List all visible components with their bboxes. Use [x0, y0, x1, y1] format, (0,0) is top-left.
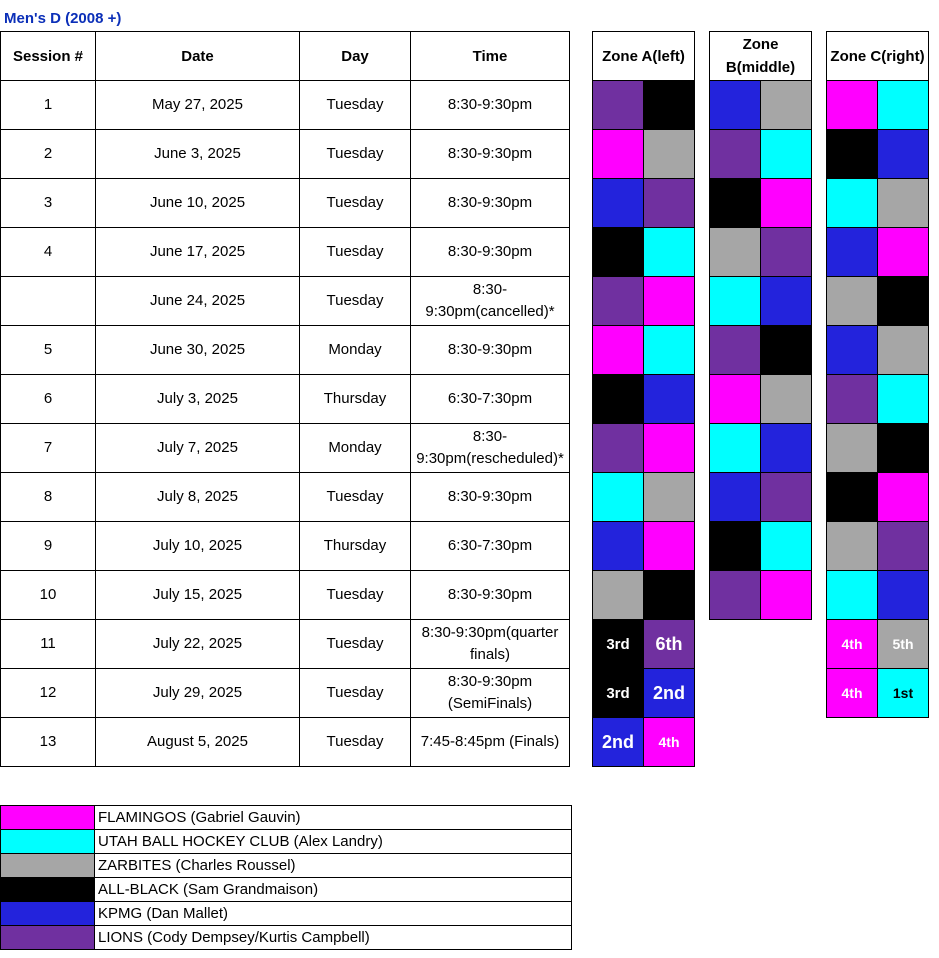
team-cell: [761, 571, 812, 620]
session-time: [411, 228, 570, 277]
team-cell: [878, 179, 929, 228]
zone-row: [710, 473, 812, 522]
session-time-line: 8:30-9:30pm: [421, 624, 506, 641]
session-time: [411, 718, 570, 767]
session-number: [1, 277, 96, 326]
team-cell: [827, 326, 878, 375]
session-date: July 8, 2025: [96, 473, 300, 522]
legend-row: [1, 878, 572, 902]
zone-b-title: [710, 32, 812, 81]
team-cell: [644, 130, 695, 179]
empty-cell: [878, 718, 929, 767]
team-cell: [878, 130, 929, 179]
zone-row: [827, 326, 929, 375]
team-cell: [710, 424, 761, 473]
team-cell: [827, 277, 878, 326]
zone-row: [827, 620, 929, 669]
placement-cell: 1st: [878, 669, 929, 718]
team-cell: [593, 81, 644, 130]
empty-cell: [761, 668, 812, 716]
session-day: Thursday: [300, 375, 411, 424]
session-time-line: 8:30-9:30pm: [447, 145, 533, 162]
placement-cell: 3rd: [593, 669, 644, 718]
zone-row: [593, 522, 695, 571]
zone-row: [827, 81, 929, 130]
zone-c-title-line: (right): [881, 47, 925, 65]
team-cell: [761, 375, 812, 424]
team-cell: [644, 277, 695, 326]
schedule-row: [1, 669, 570, 718]
session-day: Thursday: [300, 522, 411, 571]
legend-swatch: [1, 902, 95, 926]
schedule-row: [1, 130, 570, 179]
team-cell: [878, 571, 929, 620]
team-cell: [827, 473, 878, 522]
zone-c-title: [827, 32, 929, 81]
schedule-row: [1, 718, 570, 767]
zone-row: [593, 669, 695, 718]
zone-row: [710, 522, 812, 571]
header-date: Date: [96, 32, 300, 81]
empty-cell: [761, 716, 812, 764]
team-cell: [593, 228, 644, 277]
team-cell: [593, 473, 644, 522]
legend-swatch: [1, 878, 95, 902]
header-day: Day: [300, 32, 411, 81]
team-cell: [761, 326, 812, 375]
team-cell: [644, 228, 695, 277]
session-time: [411, 473, 570, 522]
legend-label: UTAH BALL HOCKEY CLUB (Alex Landry): [95, 830, 572, 854]
session-time-line: 8:30-9:30pm: [447, 96, 533, 113]
legend-row: [1, 854, 572, 878]
zone-c-table: [826, 31, 929, 766]
empty-cell: [710, 668, 761, 716]
team-cell: [761, 179, 812, 228]
zone-row: [827, 179, 929, 228]
session-number: 8: [1, 473, 96, 522]
legend-swatch: [1, 854, 95, 878]
team-cell: [644, 571, 695, 620]
header-time: Time: [411, 32, 570, 81]
team-cell: [593, 375, 644, 424]
session-time-line: 6:30-7:30pm: [447, 390, 533, 407]
team-cell: [593, 326, 644, 375]
zone-row: [593, 424, 695, 473]
session-time-line: 8:30-9:30pm: [447, 586, 533, 603]
team-cell: [644, 375, 695, 424]
schedule-row: [1, 326, 570, 375]
legend-swatch: [1, 926, 95, 950]
zone-row: [593, 473, 695, 522]
team-cell: [878, 473, 929, 522]
team-legend: [0, 805, 572, 950]
team-cell: [827, 130, 878, 179]
zone-row: [593, 81, 695, 130]
session-number: 2: [1, 130, 96, 179]
legend-label: FLAMINGOS (Gabriel Gauvin): [95, 806, 572, 830]
schedule-header-row: [1, 32, 570, 81]
zone-row: [827, 375, 929, 424]
zone-row: [710, 179, 812, 228]
placement-cell: 4th: [827, 620, 878, 669]
team-cell: [878, 81, 929, 130]
session-date: May 27, 2025: [96, 81, 300, 130]
session-number: 9: [1, 522, 96, 571]
session-time: [411, 179, 570, 228]
team-cell: [761, 81, 812, 130]
zone-a-title-line: (left): [652, 47, 685, 65]
team-cell: [710, 326, 761, 375]
session-time: [411, 375, 570, 424]
team-cell: [593, 424, 644, 473]
session-day: Tuesday: [300, 81, 411, 130]
session-time-line: Finals): [487, 695, 533, 712]
session-day: Tuesday: [300, 130, 411, 179]
team-cell: [878, 375, 929, 424]
team-cell: [878, 522, 929, 571]
session-day: Tuesday: [300, 571, 411, 620]
session-day: Tuesday: [300, 473, 411, 522]
session-date: August 5, 2025: [96, 718, 300, 767]
placement-cell: 6th: [644, 620, 695, 669]
zone-row: [710, 277, 812, 326]
zone-row: [827, 571, 929, 620]
team-cell: [644, 81, 695, 130]
session-number: 1: [1, 81, 96, 130]
schedule-row: [1, 620, 570, 669]
zone-a-title: [593, 32, 695, 81]
schedule-row: [1, 424, 570, 473]
zone-row: [593, 130, 695, 179]
session-time-line: 6:30-7:30pm: [447, 537, 533, 554]
session-time-line: (quarter finals): [469, 624, 559, 663]
team-cell: [761, 424, 812, 473]
placement-cell: 5th: [878, 620, 929, 669]
zone-row: [710, 424, 812, 473]
empty-cell: [761, 620, 812, 669]
team-cell: [761, 277, 812, 326]
team-cell: [761, 228, 812, 277]
session-number: 12: [1, 669, 96, 718]
zone-row: [593, 326, 695, 375]
zone-b-title-line: (middle): [736, 59, 796, 76]
team-cell: [644, 179, 695, 228]
team-cell: [827, 571, 878, 620]
legend-row: [1, 902, 572, 926]
session-time: [411, 81, 570, 130]
zone-row: [710, 668, 812, 716]
team-cell: [593, 179, 644, 228]
team-cell: [593, 277, 644, 326]
session-time: [411, 424, 570, 473]
team-cell: [644, 424, 695, 473]
legend-swatch: [1, 830, 95, 854]
zone-row: [710, 620, 812, 669]
team-cell: [710, 228, 761, 277]
legend-label: KPMG (Dan Mallet): [95, 902, 572, 926]
session-date: June 3, 2025: [96, 130, 300, 179]
schedule-row: [1, 571, 570, 620]
zone-row: [827, 522, 929, 571]
team-cell: [710, 277, 761, 326]
zone-row: [593, 718, 695, 767]
team-cell: [827, 522, 878, 571]
session-date: July 7, 2025: [96, 424, 300, 473]
team-cell: [878, 277, 929, 326]
team-cell: [761, 522, 812, 571]
team-cell: [827, 228, 878, 277]
page-title: Men's D (2008 +): [4, 10, 122, 27]
team-cell: [710, 179, 761, 228]
schedule-row: [1, 228, 570, 277]
session-time-line: (cancelled)*: [475, 303, 555, 320]
session-day: Monday: [300, 326, 411, 375]
zone-row: [593, 228, 695, 277]
zone-row: [827, 277, 929, 326]
empty-cell: [827, 718, 878, 767]
session-time: [411, 277, 570, 326]
zone-row: [827, 130, 929, 179]
zone-row: [710, 571, 812, 620]
zone-a-title-line: Zone A: [602, 47, 653, 65]
zone-row: [827, 473, 929, 522]
team-cell: [644, 473, 695, 522]
zone-row: [593, 375, 695, 424]
schedule-row: [1, 473, 570, 522]
legend-label: LIONS (Cody Dempsey/Kurtis Campbell): [95, 926, 572, 950]
session-number: 3: [1, 179, 96, 228]
session-time-line: 8:30-9:30pm: [425, 281, 508, 320]
session-time-line: 8:30-9:30pm: [447, 341, 533, 358]
session-day: Tuesday: [300, 669, 411, 718]
session-time-line: 8:30-9:30pm: [447, 194, 533, 211]
schedule-row: [1, 522, 570, 571]
legend-label: ALL-BLACK (Sam Grandmaison): [95, 878, 572, 902]
session-number: 13: [1, 718, 96, 767]
session-date: June 30, 2025: [96, 326, 300, 375]
placement-cell: 2nd: [593, 718, 644, 767]
session-time: [411, 326, 570, 375]
session-time-line: 8:30-9:30pm: [447, 488, 533, 505]
session-date: June 24, 2025: [96, 277, 300, 326]
session-day: Tuesday: [300, 620, 411, 669]
team-cell: [710, 571, 761, 620]
zone-row: [710, 326, 812, 375]
placement-cell: 4th: [644, 718, 695, 767]
session-date: July 15, 2025: [96, 571, 300, 620]
session-number: 7: [1, 424, 96, 473]
session-date: July 10, 2025: [96, 522, 300, 571]
session-date: June 10, 2025: [96, 179, 300, 228]
placement-cell: 3rd: [593, 620, 644, 669]
team-cell: [644, 326, 695, 375]
zone-row: [710, 228, 812, 277]
placement-cell: 4th: [827, 669, 878, 718]
team-cell: [878, 326, 929, 375]
session-date: June 17, 2025: [96, 228, 300, 277]
session-time: [411, 620, 570, 669]
zone-row: [827, 424, 929, 473]
zone-row: [710, 81, 812, 130]
zone-row: [710, 130, 812, 179]
team-cell: [878, 424, 929, 473]
session-number: 6: [1, 375, 96, 424]
schedule-row: [1, 277, 570, 326]
session-day: Tuesday: [300, 277, 411, 326]
session-time-line: 8:30-9:30pm (Semi: [447, 673, 533, 712]
session-time: [411, 571, 570, 620]
placement-cell: 2nd: [644, 669, 695, 718]
team-cell: [710, 522, 761, 571]
team-cell: [593, 571, 644, 620]
schedule-row: [1, 81, 570, 130]
zone-b-title-line: Zone B: [725, 36, 779, 76]
session-time-line: 8:30-9:30pm: [447, 243, 533, 260]
session-number: 4: [1, 228, 96, 277]
zone-row: [710, 375, 812, 424]
team-cell: [710, 81, 761, 130]
zone-c-title-line: Zone C: [830, 47, 882, 65]
team-cell: [761, 130, 812, 179]
session-time-line: (rescheduled)*: [466, 450, 564, 467]
zone-a-table: [592, 31, 695, 767]
zone-row: [593, 571, 695, 620]
session-time: [411, 522, 570, 571]
team-cell: [593, 522, 644, 571]
zone-row: [827, 669, 929, 718]
team-cell: [761, 473, 812, 522]
team-cell: [878, 228, 929, 277]
session-number: 5: [1, 326, 96, 375]
zone-c-header-row: [827, 32, 929, 81]
session-number: 10: [1, 571, 96, 620]
session-time-line: 8:30-9:30pm: [416, 428, 508, 467]
team-cell: [827, 424, 878, 473]
session-time: [411, 130, 570, 179]
schedule-row: [1, 375, 570, 424]
empty-cell: [710, 716, 761, 764]
zone-row: [710, 716, 812, 764]
team-cell: [710, 130, 761, 179]
team-cell: [827, 81, 878, 130]
session-day: Monday: [300, 424, 411, 473]
session-date: July 22, 2025: [96, 620, 300, 669]
zone-b-table: [709, 31, 812, 764]
legend-row: [1, 926, 572, 950]
legend-swatch: [1, 806, 95, 830]
session-date: July 29, 2025: [96, 669, 300, 718]
schedule-table: [0, 31, 570, 767]
team-cell: [827, 375, 878, 424]
session-day: Tuesday: [300, 179, 411, 228]
zone-a-header-row: [593, 32, 695, 81]
team-cell: [710, 375, 761, 424]
legend-row: [1, 830, 572, 854]
zone-row: [593, 277, 695, 326]
team-cell: [593, 130, 644, 179]
zone-row: [593, 179, 695, 228]
zone-row: [827, 228, 929, 277]
session-day: Tuesday: [300, 718, 411, 767]
team-cell: [644, 522, 695, 571]
empty-cell: [710, 620, 761, 669]
session-time: [411, 669, 570, 718]
zone-b-header-row: [710, 32, 812, 81]
session-date: July 3, 2025: [96, 375, 300, 424]
legend-row: [1, 806, 572, 830]
session-day: Tuesday: [300, 228, 411, 277]
legend-label: ZARBITES (Charles Roussel): [95, 854, 572, 878]
team-cell: [710, 473, 761, 522]
session-number: 11: [1, 620, 96, 669]
schedule-row: [1, 179, 570, 228]
zone-row: [593, 620, 695, 669]
schedule-body: [1, 81, 570, 767]
session-time-line: 7:45-8:45pm (Finals): [420, 733, 560, 750]
team-cell: [827, 179, 878, 228]
header-session: Session #: [1, 32, 96, 81]
zone-row: [827, 718, 929, 767]
